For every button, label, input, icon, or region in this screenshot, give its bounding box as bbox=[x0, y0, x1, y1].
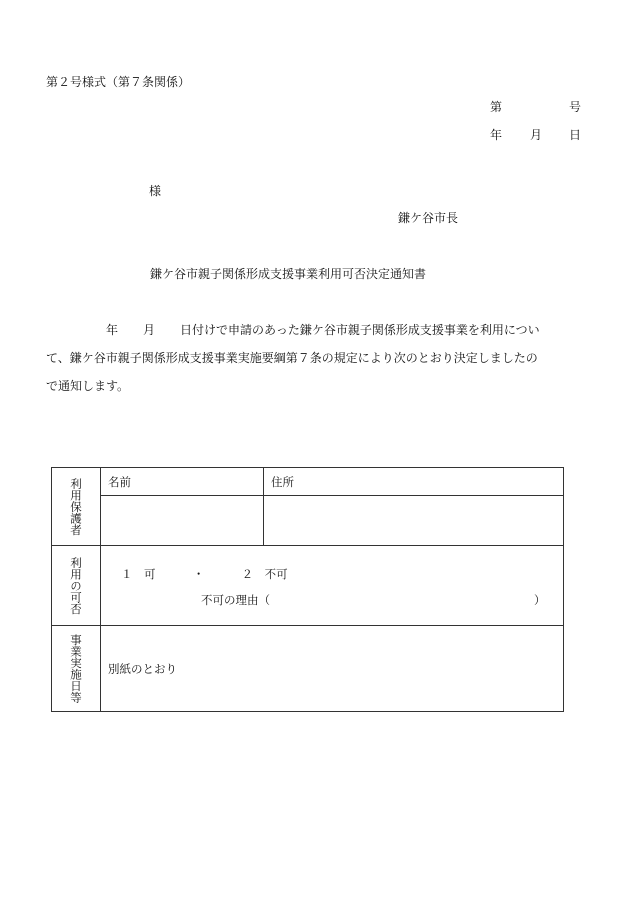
body-year-label: 年 bbox=[106, 323, 119, 337]
decision-table bbox=[51, 467, 564, 712]
body-paragraph bbox=[46, 316, 586, 400]
date-year-label: 年 bbox=[490, 128, 503, 142]
address-value-cell[interactable] bbox=[264, 496, 564, 546]
date-day-label: 日 bbox=[569, 128, 582, 142]
reason-close: ） bbox=[534, 593, 546, 607]
row-label-dates: 事業実施日等 bbox=[69, 634, 83, 703]
document-title: 鎌ケ谷市親子関係形成支援事業利用可否決定通知書 bbox=[150, 267, 427, 281]
date-month-label: 月 bbox=[530, 128, 543, 142]
approval-options bbox=[121, 566, 288, 582]
dates-content: 別紙のとおり bbox=[101, 626, 564, 712]
row-label-approval-cell bbox=[52, 546, 101, 626]
doc-number-suffix: 号 bbox=[569, 100, 582, 114]
row-label-dates-cell bbox=[52, 626, 101, 712]
name-header: 名前 bbox=[101, 468, 264, 496]
row-label-guardian-cell bbox=[52, 468, 101, 546]
doc-number-prefix: 第 bbox=[490, 100, 503, 114]
body-line-1 bbox=[46, 316, 586, 344]
issuer: 鎌ケ谷市長 bbox=[398, 211, 459, 225]
option-deny[interactable]: ２ 不可 bbox=[241, 567, 288, 581]
row-label-guardian: 利用保護者 bbox=[69, 477, 83, 536]
body-line-3: で通知します。 bbox=[46, 379, 130, 393]
reason-line bbox=[201, 592, 270, 608]
body-month-label: 月 bbox=[143, 323, 156, 337]
name-value-cell[interactable] bbox=[101, 496, 264, 546]
addressee-suffix: 様 bbox=[149, 184, 162, 198]
body-line-2: て、鎌ケ谷市親子関係形成支援事業実施要綱第７条の規定により次のとおり決定しましたの bbox=[46, 351, 538, 365]
form-number: 第２号様式（第７条関係） bbox=[46, 75, 191, 89]
reason-label: 不可の理由（ bbox=[201, 593, 270, 607]
option-approve[interactable]: １ 可 bbox=[121, 567, 156, 581]
row-label-approval: 利用の可否 bbox=[69, 556, 83, 615]
option-separator: ・ bbox=[192, 567, 205, 581]
body-line-1-text: 日付けで申請のあった鎌ケ谷市親子関係形成支援事業を利用につい bbox=[180, 323, 540, 337]
address-header: 住所 bbox=[264, 468, 564, 496]
approval-cell bbox=[101, 546, 564, 626]
